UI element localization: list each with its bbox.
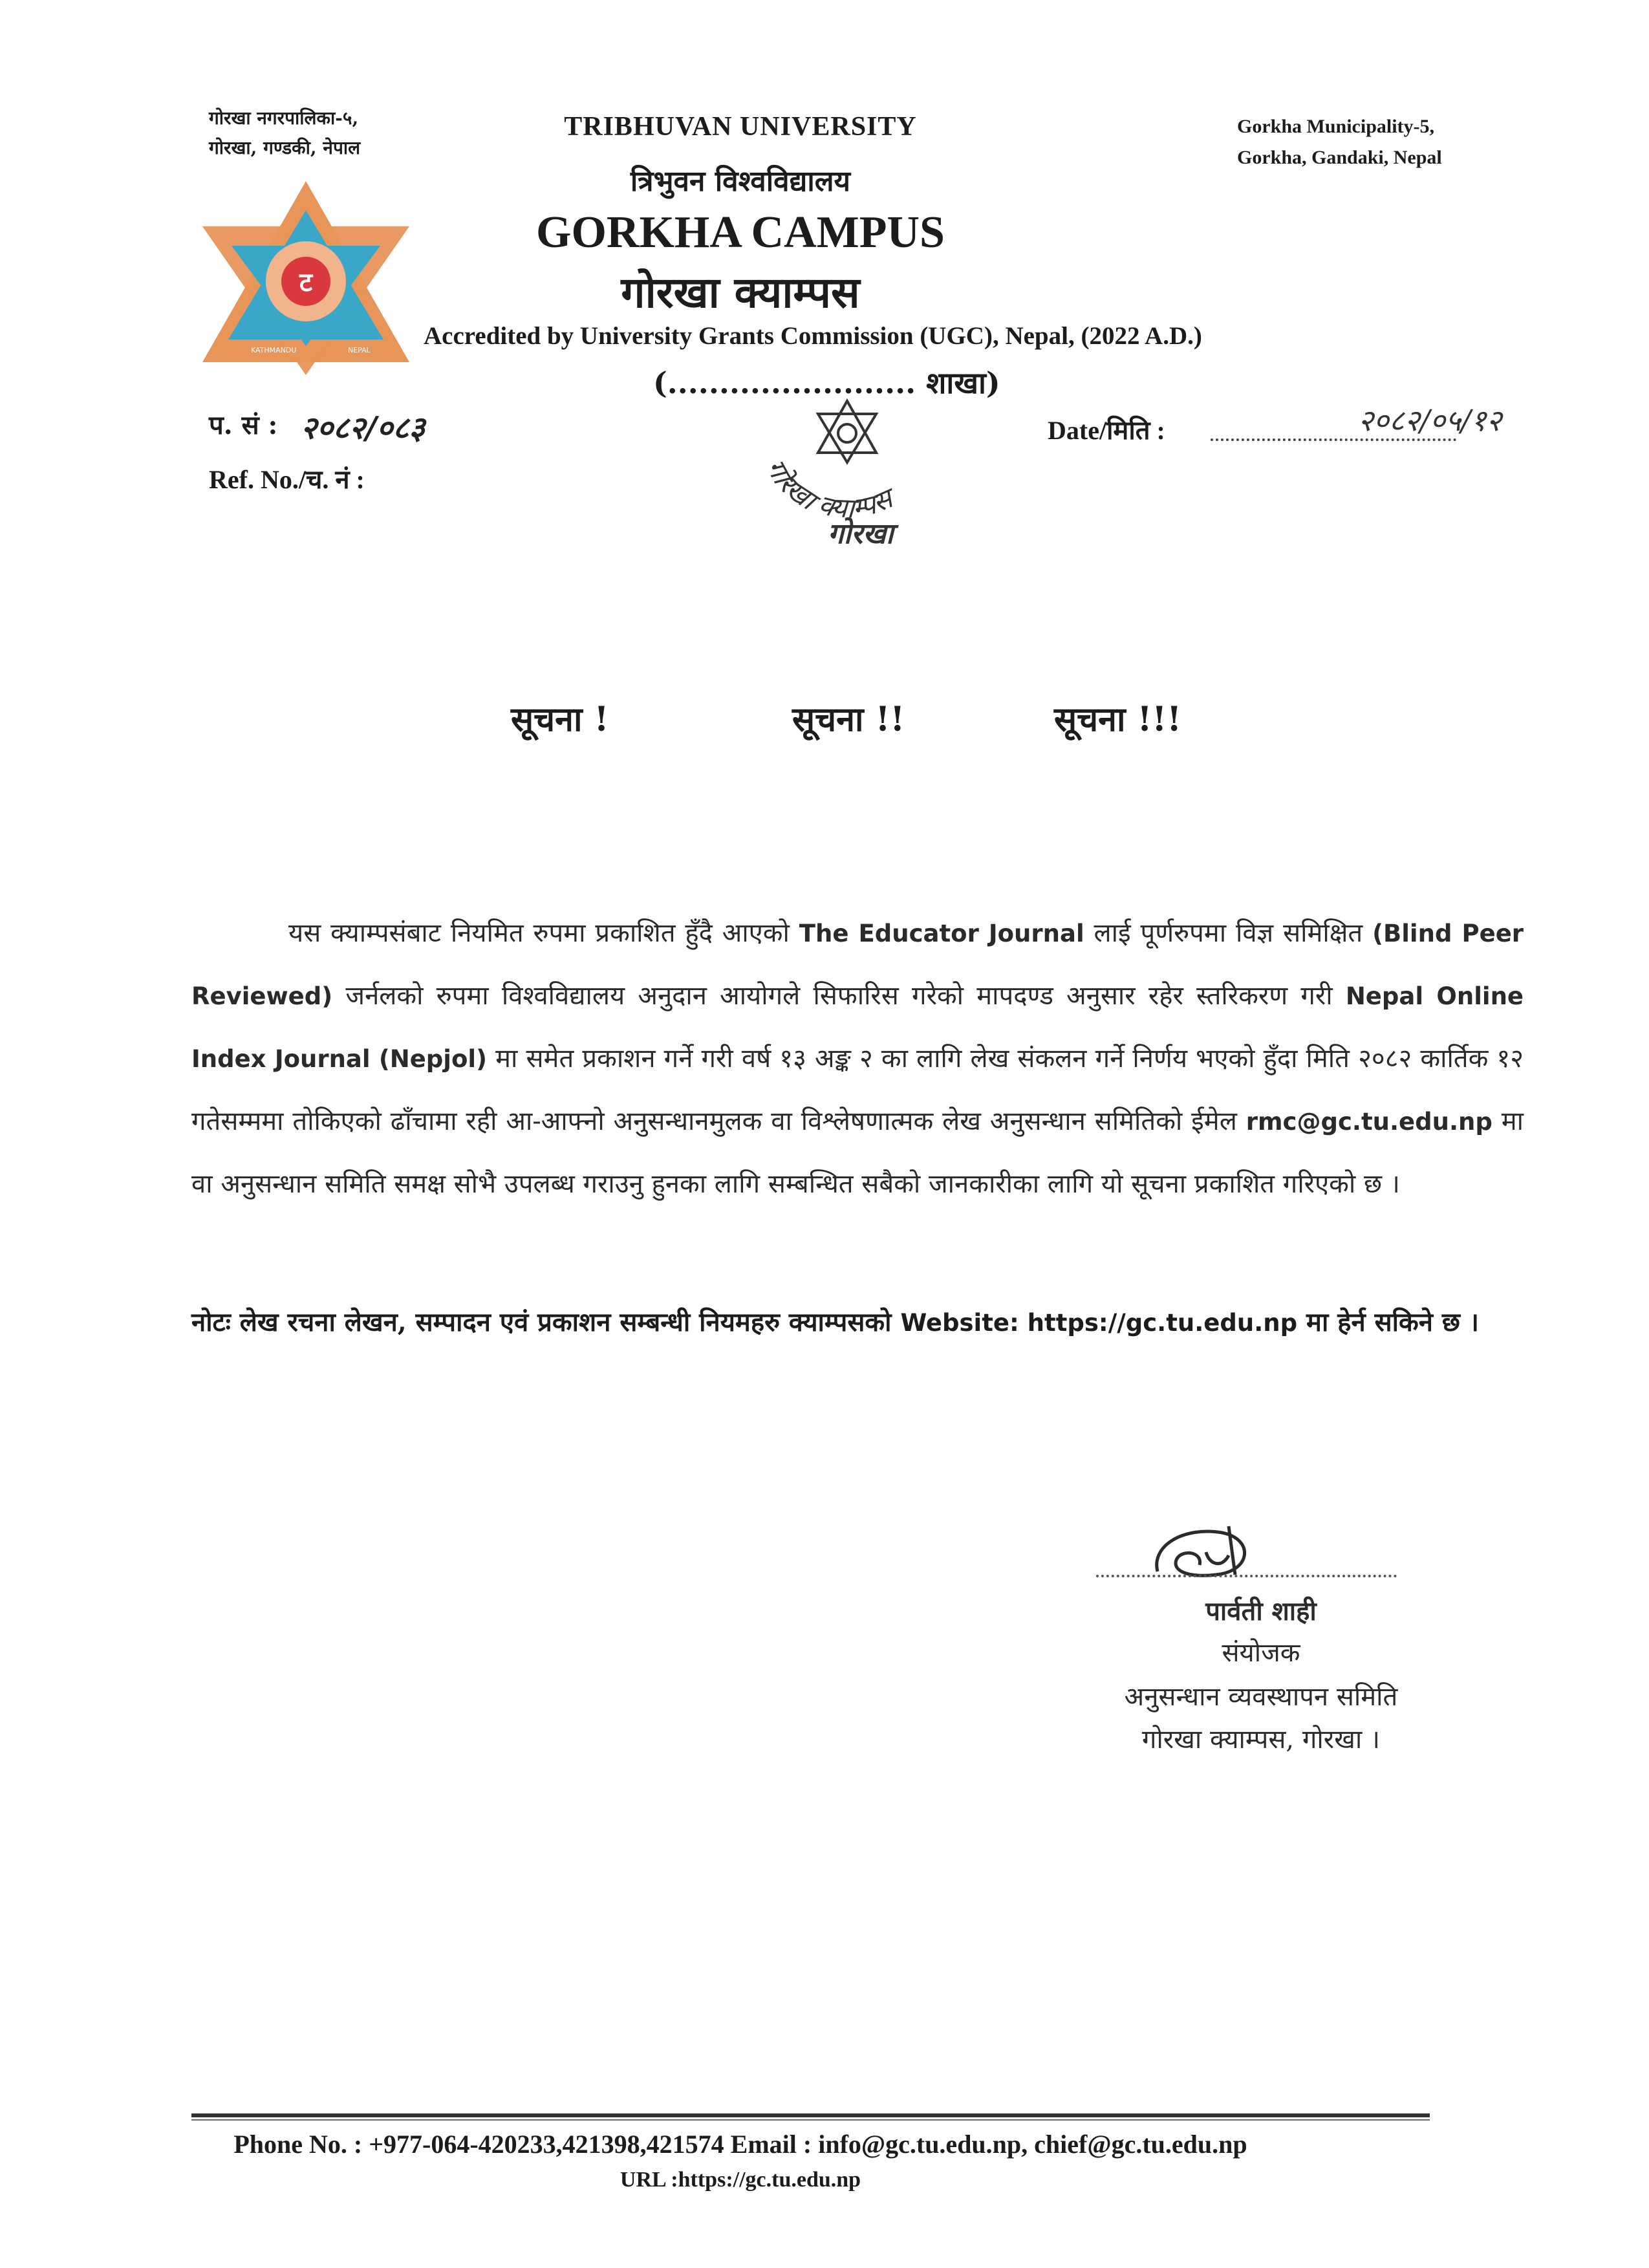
signature-scribble [1145, 1520, 1261, 1591]
footer-rule [191, 2113, 1430, 2117]
notice-heading-1: सूचना ! [511, 700, 609, 739]
address-english-line1: Gorkha Municipality-5, [1237, 116, 1435, 137]
date-value: २०८२/०५/१२ [1358, 403, 1502, 438]
body-text-5: मा वा अनुसन्धान समिति समक्ष सोभै उपलब्ध गराउनु हुनका लागि सम्बन्धित सबैको जानकारीका लागि यो सूचना प्रकाशित गरिएको छ । [191, 1107, 1524, 1199]
campus-name-english: GORKHA CAMPUS [536, 208, 945, 257]
notice-heading-3: सूचना !!! [1054, 700, 1182, 739]
signatory-title: संयोजक [1222, 1638, 1300, 1668]
stamp-emblem [818, 401, 876, 462]
logo-text-right: NEPAL [348, 346, 371, 354]
research-email[interactable]: rmc@gc.tu.edu.np [1245, 1108, 1493, 1136]
notice-note [191, 1300, 1524, 1346]
accreditation-line: Accredited by University Grants Commission (UGC), Nepal, (2022 A.D.) [424, 322, 1202, 350]
branch-line: (........................ शाखा) [653, 365, 1000, 400]
body-text-1: यस क्याम्पसंबाट नियमित रुपमा प्रकाशित हुँदै आएको [288, 918, 790, 948]
journal-name: The Educator Journal [799, 920, 1084, 947]
address-nepali-line2: गोरखा, गण्डकी, नेपाल [209, 137, 361, 158]
date-label: Date/मिति : [1048, 416, 1165, 445]
signatory-campus: गोरखा क्याम्पस, गोरखा । [1141, 1725, 1381, 1755]
notice-heading-2: सूचना !! [792, 700, 905, 739]
signatory-committee: अनुसन्धान व्यवस्थापन समिति [1124, 1682, 1398, 1712]
pasa-value: २०८२/०८३ [301, 410, 426, 446]
campus-name-nepali: गोरखा क्याम्पस [621, 267, 860, 318]
footer-url: URL :https://gc.tu.edu.np [620, 2168, 861, 2192]
logo-letter: ट [299, 267, 313, 297]
stamp-text-bottom: गोरखा [828, 517, 894, 550]
address-nepali-line1: गोरखा नगरपालिका-५, [209, 107, 359, 129]
body-text-4: मा समेत प्रकाशन गर्ने गरी वर्ष १३ अङ्क २ का लागि लेख संकलन गर्ने निर्णय भएको हुँदा मिति २०८२ कार्तिक १२ गतेसम्ममा तोकिएको ढाँचामा रही आ-आफ्नो अनुसन्धानमुलक वा विश्लेषणात्मक लेख अनुसन्धान समितिको ईमेल [191, 1044, 1524, 1136]
footer-rule-thin [191, 2119, 1430, 2121]
university-name-english: TRIBHUVAN UNIVERSITY [564, 112, 917, 142]
address-english-line2: Gorkha, Gandaki, Nepal [1237, 147, 1442, 168]
signature-line [1096, 1575, 1397, 1577]
nepjol-name: Nepal Online Index Journal (Nepjol) [191, 982, 1524, 1073]
blind-peer-reviewed: (Blind Peer Reviewed) [191, 920, 1524, 1010]
note-suffix: मा हेर्न सकिने छ । [1306, 1307, 1479, 1337]
signatory-name: पार्वती शाही [1205, 1596, 1317, 1626]
ref-number-label: Ref. No./च. नं : [209, 465, 365, 494]
footer-contact: Phone No. : +977-064-420233,421398,421574 Email : info@gc.tu.edu.np, chief@gc.tu.edu.np [233, 2130, 1247, 2159]
body-text-2: लाई पूर्णरुपमा विज्ञ समिक्षित [1094, 918, 1363, 948]
body-text-3: जर्नलको रुपमा विश्वविद्यालय अनुदान आयोगले सिफारिस गरेको मापदण्ड अनुसार रहेर स्तरिकरण गरी [345, 981, 1333, 1011]
stamp-text-arc: गोरखा क्याम्पस [759, 453, 898, 524]
university-name-nepali: त्रिभुवन विश्वविद्यालय [630, 165, 851, 198]
logo-text-left: KATHMANDU [251, 346, 297, 354]
campus-stamp [737, 388, 957, 556]
notice-body [191, 902, 1524, 1215]
note-website[interactable]: Website: https://gc.tu.edu.np [900, 1309, 1298, 1337]
note-prefix: नोटः लेख रचना लेखन, सम्पादन एवं प्रकाशन सम्बन्धी नियमहरु क्याम्पसको [191, 1307, 892, 1337]
pasa-label: प. सं : [209, 410, 278, 440]
